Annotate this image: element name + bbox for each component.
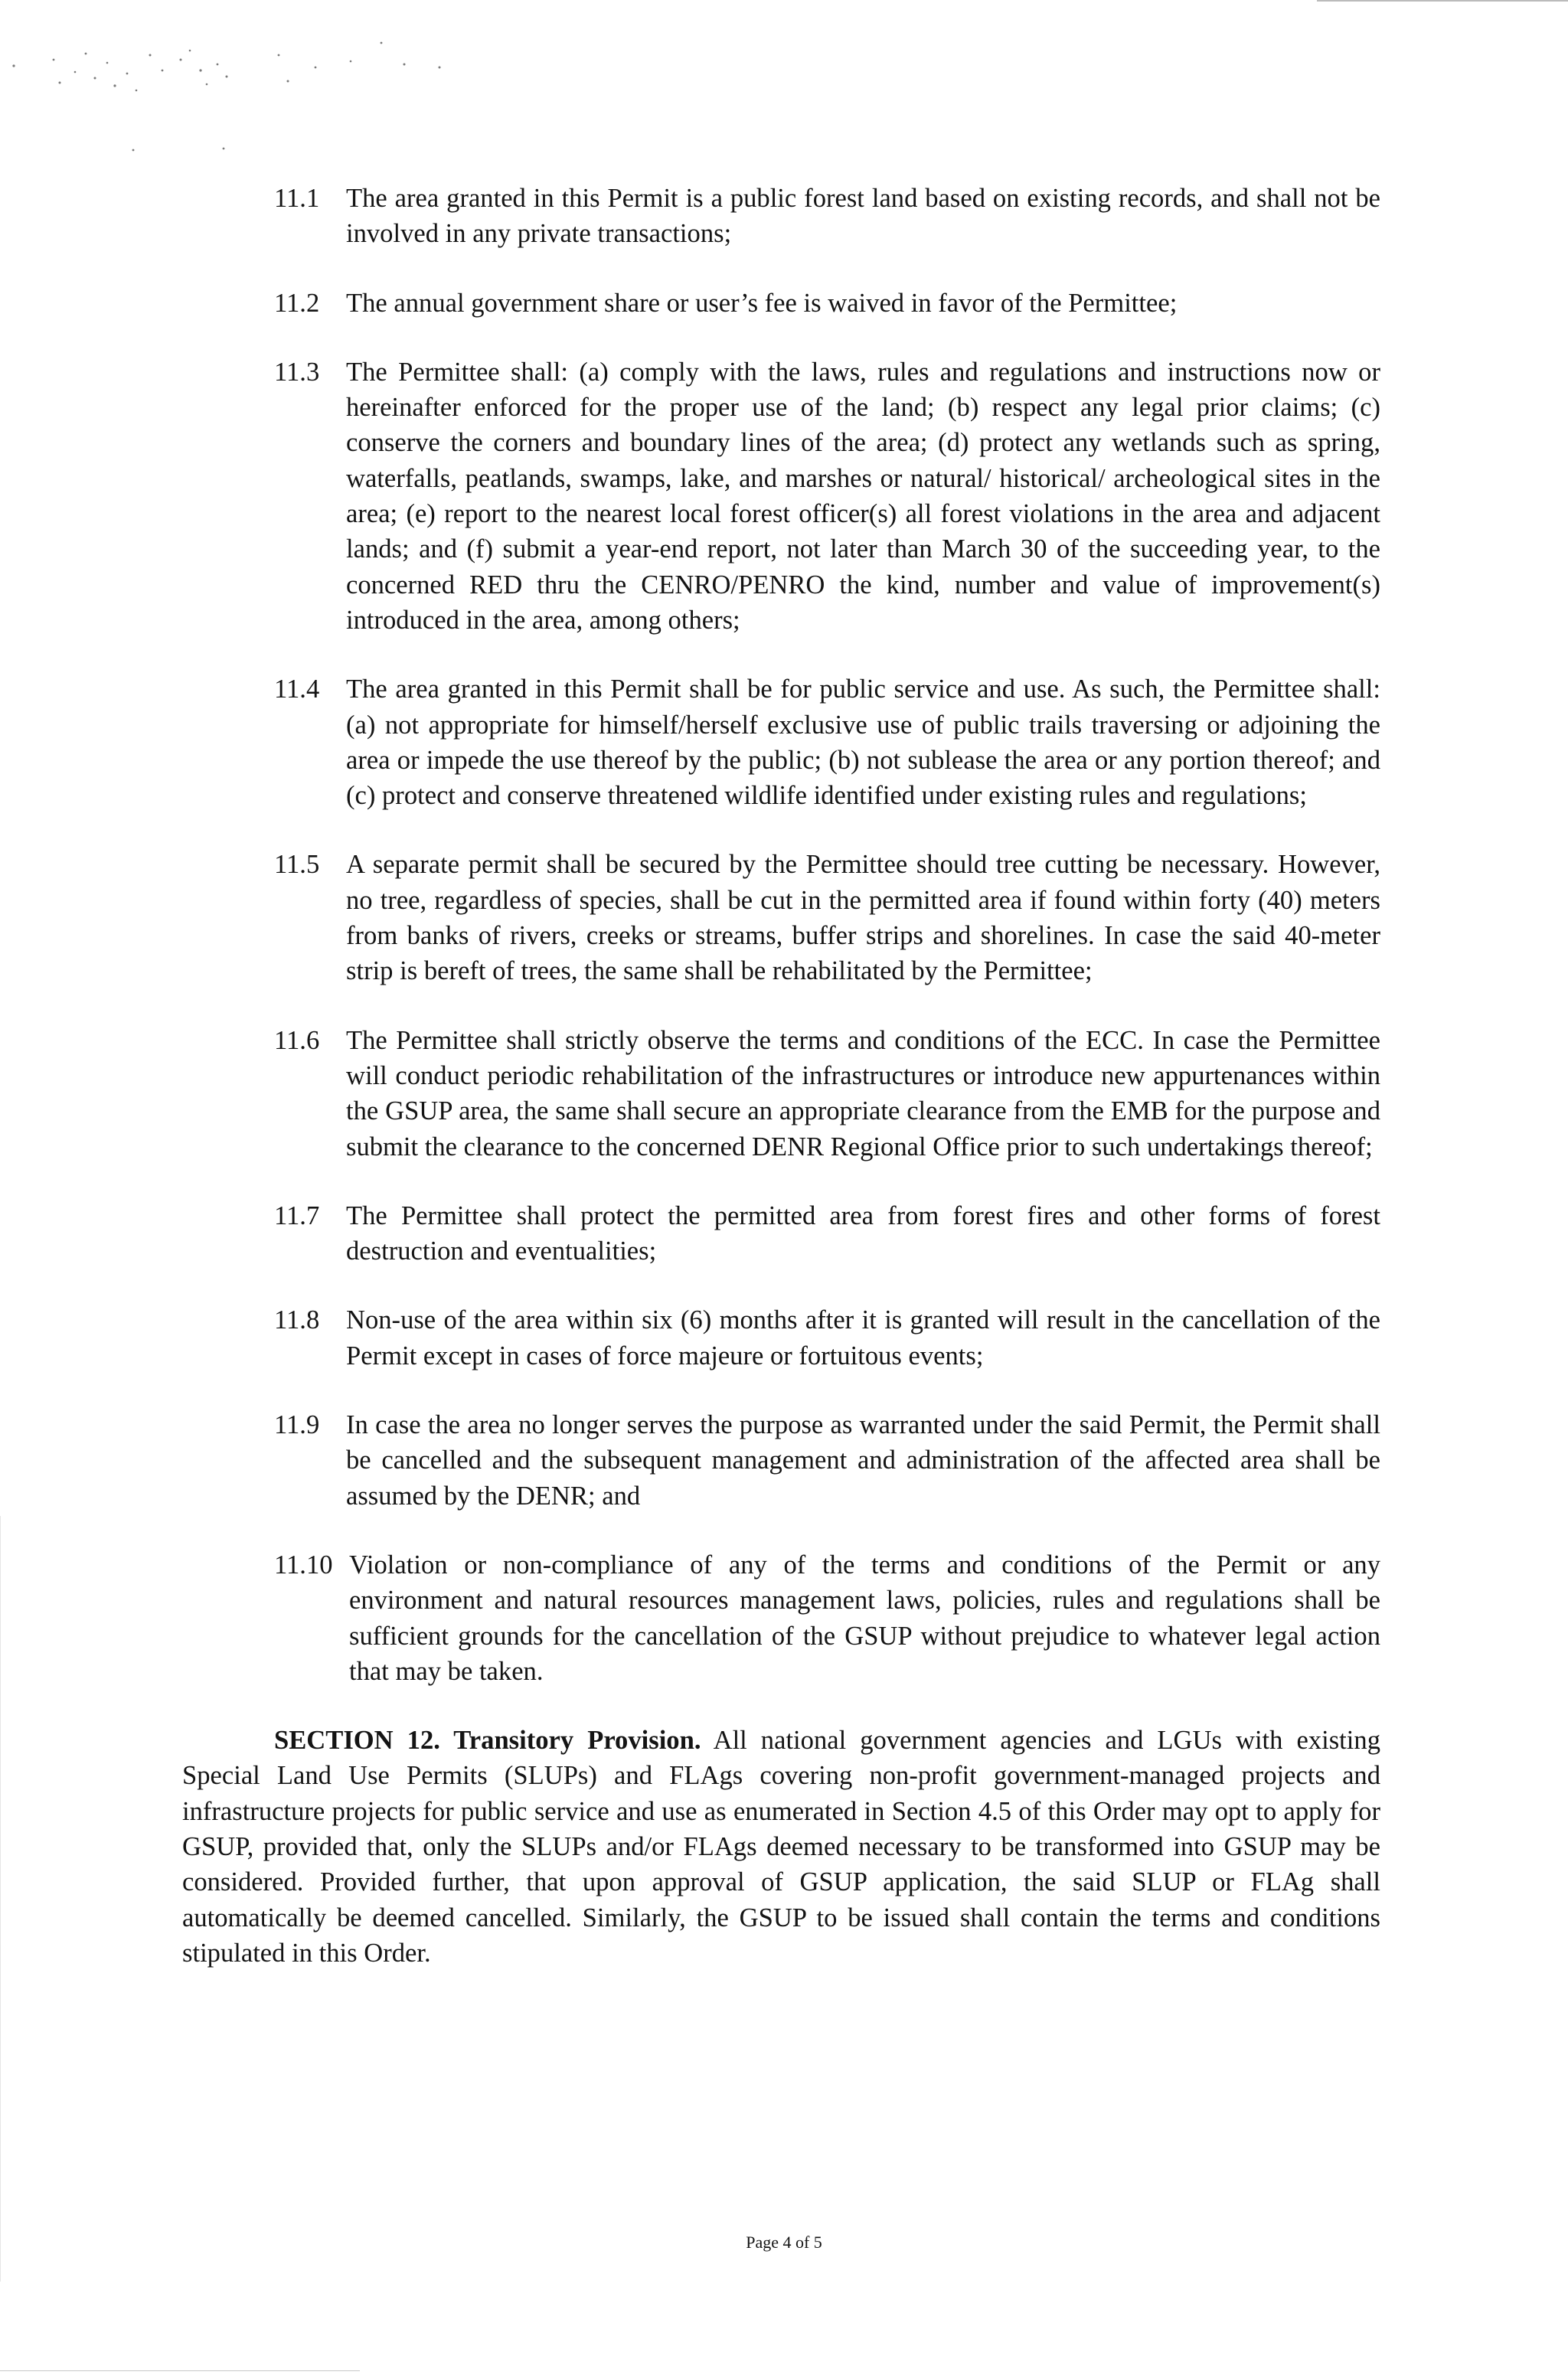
item-number: 11.3 [274, 357, 320, 387]
item-number: 11.1 [274, 184, 320, 213]
list-item [182, 1302, 1380, 1374]
item-text: The area granted in this Permit is a public forest land based on existing records, and shall not be involved in any private transactions; [346, 184, 1380, 249]
item-number: 11.2 [274, 288, 320, 318]
scan-edge-left [0, 1516, 1, 2282]
scan-noise [0, 0, 1568, 199]
page-number: Page 4 of 5 [746, 2233, 822, 2252]
section-12-paragraph [182, 1723, 1380, 1971]
section-body: All national government agencies and LGUs with existing Special Land Use Permits (SLUPs) and FLAgs covering non-profit government-managed projects and infrastructure projects for public service and use as enumerated in Section 4.5 of this Order may opt to apply for GSUP, provided that, only the SLUPs and/or FLAgs deemed necessary to be transformed into GSUP may be considered. Provided further, that upon approval of GSUP application, the said SLUP or FLAg shall automatically be deemed cancelled. Similarly, the GSUP to be issued shall contain the terms and conditions stipulated in this Order. [182, 1726, 1380, 1968]
list-item [182, 671, 1380, 813]
scan-edge-bottom [0, 2370, 360, 2371]
item-number: 11.7 [274, 1201, 320, 1230]
list-item [182, 354, 1380, 638]
item-text: Non-use of the area within six (6) months after it is granted will result in the cancellation of the Permit except in cases of force majeure or fortuitous events; [346, 1305, 1380, 1370]
item-number: 11.8 [274, 1305, 320, 1335]
list-item [182, 1023, 1380, 1165]
document-body [182, 181, 1380, 1998]
item-number: 11.6 [274, 1025, 320, 1055]
item-text: The annual government share or user’s fee is waived in favor of the Permittee; [346, 288, 1178, 318]
item-text: In case the area no longer serves the purpose as warranted under the said Permit, the Permit shall be cancelled and the subsequent management and administration of the affected area shall be assumed by the DENR; and [346, 1410, 1380, 1511]
list-item [182, 286, 1380, 321]
item-text: A separate permit shall be secured by the Permittee should tree cutting be necessary. However, no tree, regardless of species, shall be cut in the permitted area if found within forty (40) meters from banks of rivers, creeks or streams, buffer strips and shorelines. In case the said 40-meter strip is bereft of trees, the same shall be rehabilitated by the Permittee; [346, 850, 1380, 986]
item-text: Violation or non-compliance of any of the terms and conditions of the Permit or any environment and natural resources management laws, policies, rules and regulations shall be sufficient grounds for the cancellation of the GSUP without prejudice to whatever legal action that may be taken. [349, 1550, 1380, 1686]
item-text: The Permittee shall: (a) comply with the laws, rules and regulations and instructions now or hereinafter enforced for the proper use of the land; (b) respect any legal prior claims; (c) conserve the corners and boundary lines of the area; (d) protect any wetlands such as spring, waterfalls, peatlands, swamps, lake, and marshes or natural/ historical/ archeological sites in the area; (e) report to the nearest local forest officer(s) all forest violations in the area and adjacent lands; and (f) submit a year-end report, not later than March 30 of the succeeding year, to the concerned RED thru the CENRO/PENRO the kind, number and value of improvement(s) introduced in the area, among others; [346, 357, 1380, 635]
list-item [182, 847, 1380, 988]
list-item [182, 1407, 1380, 1514]
list-item [182, 1198, 1380, 1269]
list-item [182, 181, 1380, 252]
item-number: 11.4 [274, 675, 320, 704]
list-item [182, 1547, 1380, 1689]
item-text: The area granted in this Permit shall be for public service and use. As such, the Permittee shall: (a) not appropriate for himself/herself exclusive use of public trails traversing or adjoining the area or impede the use thereof by the public; (b) not sublease the area or any portion thereof; and (c) protect and conserve threatened wildlife identified under existing rules and regulations; [346, 675, 1380, 811]
section-heading: SECTION 12. Transitory Provision. [274, 1726, 701, 1756]
item-number: 11.9 [274, 1410, 320, 1440]
item-number: 11.10 [274, 1550, 333, 1580]
item-text: The Permittee shall protect the permitted area from forest fires and other forms of forest destruction and eventualities; [346, 1201, 1380, 1266]
item-number: 11.5 [274, 850, 320, 880]
item-text: The Permittee shall strictly observe the terms and conditions of the ECC. In case the Permittee will conduct periodic rehabilitation of the infrastructures or introduce new appurtenances within the GSUP area, the same shall secure an appropriate clearance from the EMB for the purpose and submit the clearance to the concerned DENR Regional Office prior to such undertakings thereof; [346, 1025, 1380, 1161]
